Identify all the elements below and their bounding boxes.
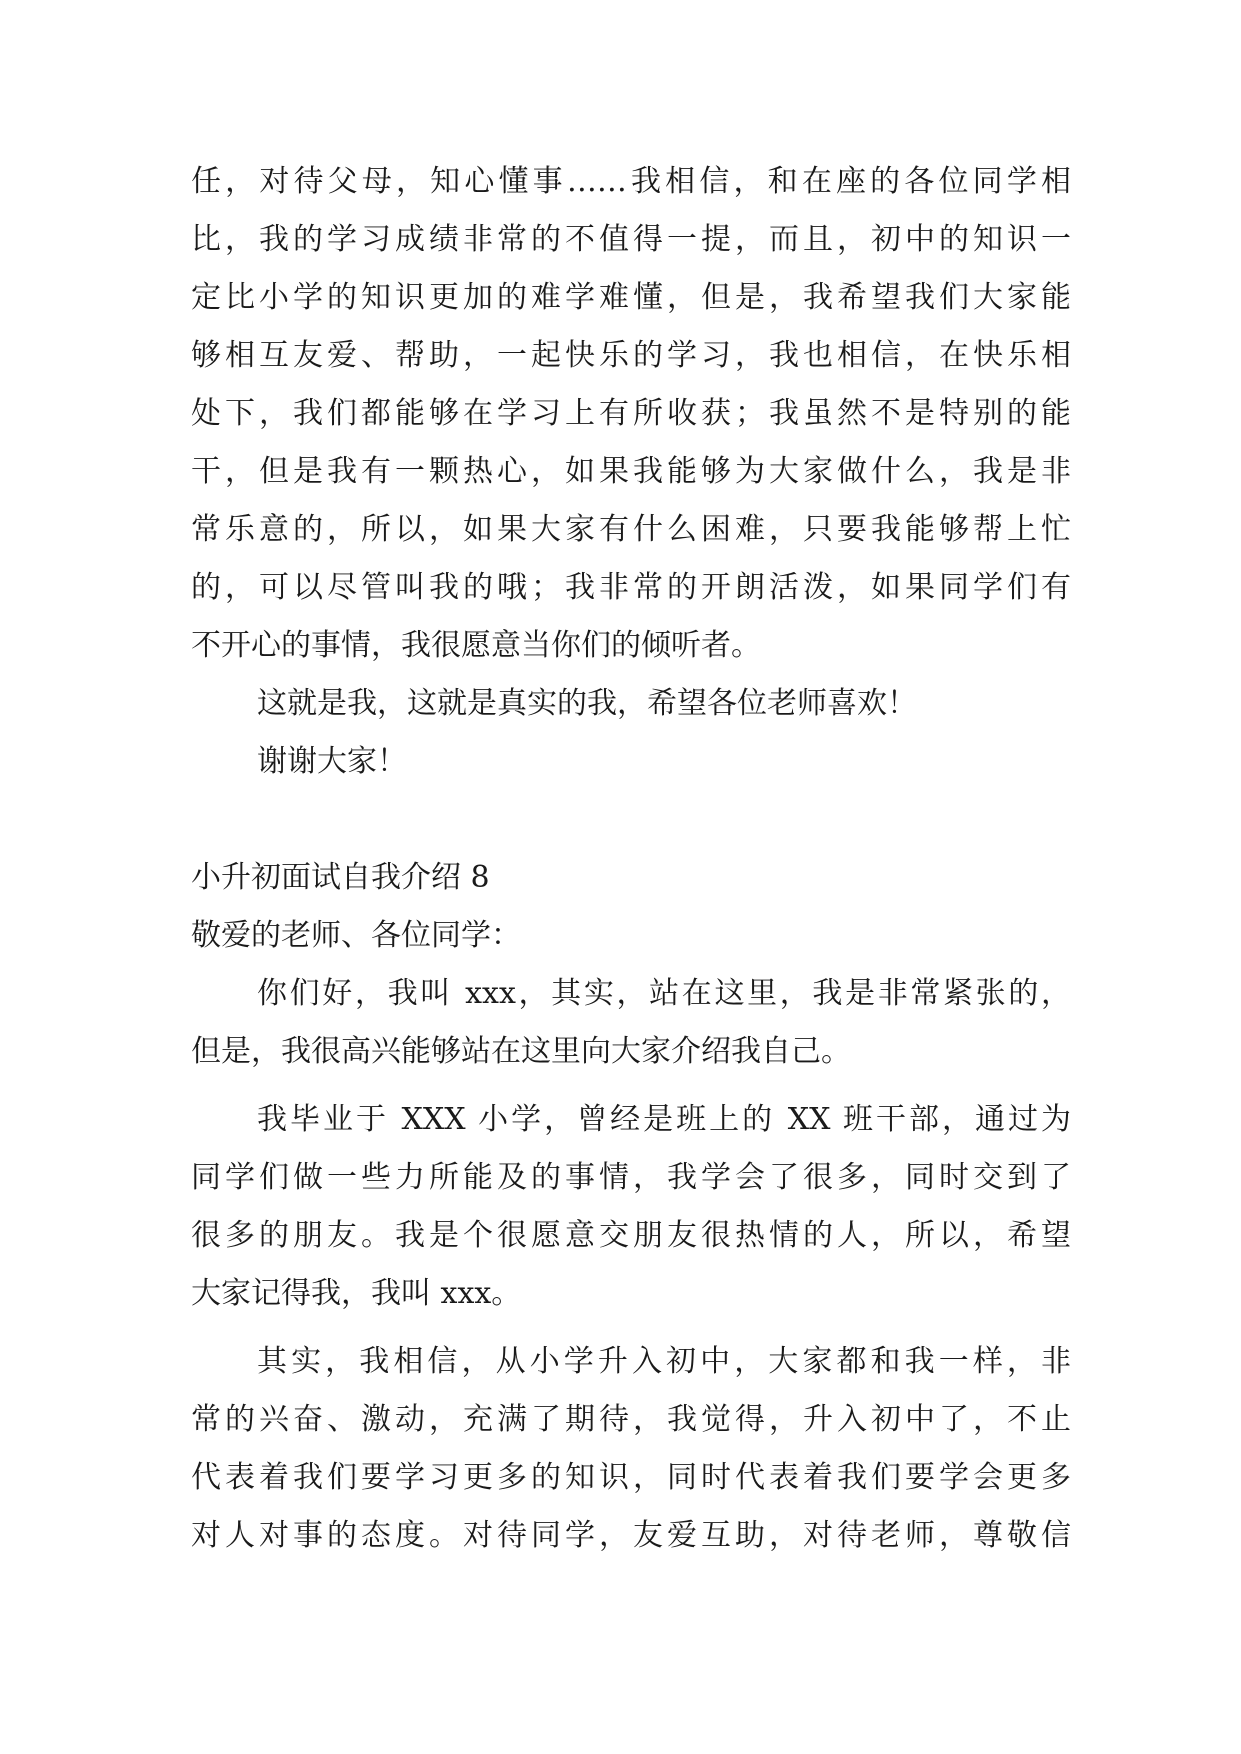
paragraph-line: 但是，我很高兴能够站在这里向大家介绍我自己。	[191, 1034, 851, 1069]
paragraph-line: 的，可以尽管叫我的哦；我非常的开朗活泼，如果同学们有	[191, 570, 1071, 605]
paragraph-line: 同学们做一些力所能及的事情，我学会了很多，同时交到了	[191, 1160, 1071, 1195]
paragraph-line: 比，我的学习成绩非常的不值得一提，而且，初中的知识一	[191, 222, 1071, 257]
paragraph-line: 代表着我们要学习更多的知识，同时代表着我们要学会更多	[191, 1460, 1071, 1495]
paragraph-line: 我毕业于 XXX 小学，曾经是班上的 XX 班干部，通过为	[257, 1102, 1071, 1137]
paragraph-line: 你们好，我叫 xxx，其实，站在这里，我是非常紧张的，	[257, 976, 1071, 1011]
paragraph-line: 大家记得我，我叫 xxx。	[191, 1276, 522, 1311]
paragraph-line: 不开心的事情，我很愿意当你们的倾听者。	[191, 628, 761, 663]
paragraph-line: 干，但是我有一颗热心，如果我能够为大家做什么，我是非	[191, 454, 1071, 489]
paragraph-line: 常乐意的，所以，如果大家有什么困难，只要我能够帮上忙	[191, 512, 1071, 547]
paragraph-line: 其实，我相信，从小学升入初中，大家都和我一样，非	[257, 1344, 1071, 1379]
paragraph-line: 很多的朋友。我是个很愿意交朋友很热情的人，所以，希望	[191, 1218, 1071, 1253]
section-title: 小升初面试自我介绍 8	[191, 860, 490, 895]
salutation: 敬爱的老师、各位同学：	[191, 918, 521, 953]
closing-line: 这就是我，这就是真实的我，希望各位老师喜欢！	[257, 686, 917, 721]
paragraph-line: 处下，我们都能够在学习上有所收获；我虽然不是特别的能	[191, 396, 1071, 431]
paragraph-line: 常的兴奋、激动，充满了期待，我觉得，升入初中了，不止	[191, 1402, 1071, 1437]
thanks-line: 谢谢大家！	[257, 744, 407, 779]
paragraph-line: 够相互友爱、帮助，一起快乐的学习，我也相信，在快乐相	[191, 338, 1071, 373]
paragraph-line: 任，对待父母，知心懂事……我相信，和在座的各位同学相	[191, 164, 1071, 199]
paragraph-line: 定比小学的知识更加的难学难懂，但是，我希望我们大家能	[191, 280, 1071, 315]
paragraph-line: 对人对事的态度。对待同学，友爱互助，对待老师，尊敬信	[191, 1518, 1071, 1553]
